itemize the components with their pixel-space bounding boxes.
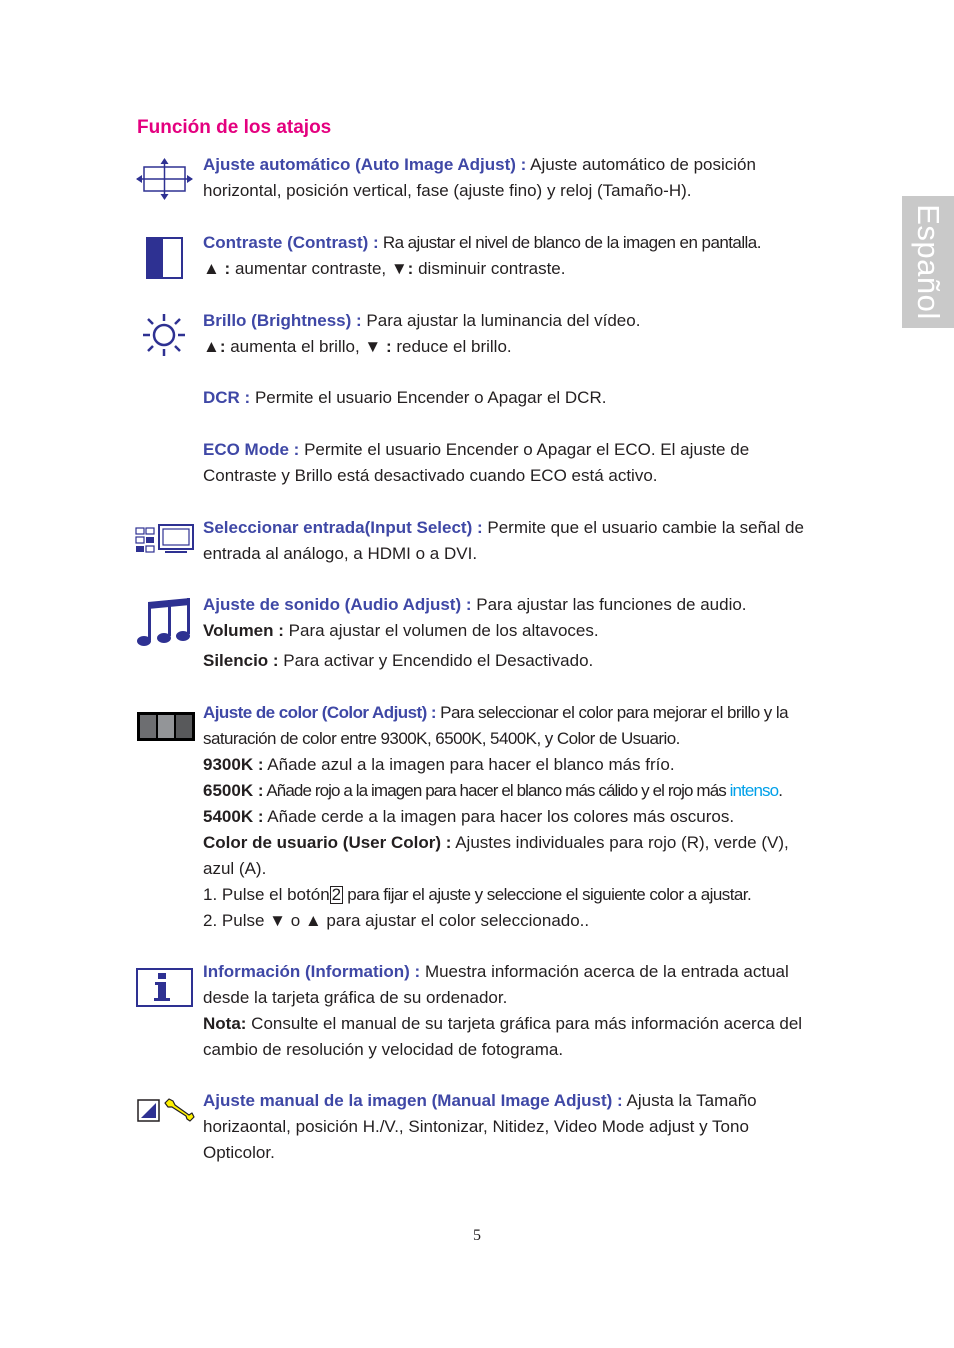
contrast-label: Contraste (Contrast) :	[203, 233, 379, 252]
eco-label: ECO Mode :	[203, 440, 300, 459]
input-select-icon	[135, 523, 195, 555]
brightness-icon	[142, 313, 186, 357]
page-number: 5	[473, 1227, 481, 1244]
color-adjust-icon	[137, 712, 195, 741]
wrench-icon	[163, 1097, 195, 1123]
manual-adjust-label: Ajuste manual de la imagen (Manual Image Adjust) :	[203, 1091, 623, 1110]
color-adjust-entry	[203, 700, 823, 934]
auto-adjust-label: Ajuste automático (Auto Image Adjust) :	[203, 155, 527, 174]
contrast-text: Ra ajustar el nivel de blanco de la imagen en pantalla.	[378, 233, 761, 252]
audio-icon	[135, 598, 193, 650]
k6500-label: 6500K :	[203, 781, 264, 800]
input-select-text: Permite que el usuario cambie la señal de entrada al análogo, a HDMI o a DVI.	[203, 518, 804, 563]
k9300-text: Añade azul a la imagen para hacer el blanco más frío.	[263, 755, 675, 774]
eco-text: Permite el usuario Encender o Apagar el ECO. El ajuste de Contraste y Brillo está desactivado cuando ECO está activo.	[203, 440, 750, 485]
dcr-label: DCR :	[203, 388, 251, 407]
brightness-entry	[203, 308, 823, 360]
language-tab-label: Español	[911, 204, 946, 320]
eco-entry	[203, 437, 823, 489]
mute-text: Para activar y Encendido el Desactivado.	[278, 651, 594, 670]
color-adjust-label: Ajuste de color (Color Adjust) :	[203, 703, 436, 722]
step2-text: 2. Pulse ▼ o ▲ para ajustar el color seleccionado..	[203, 911, 590, 930]
audio-text: Para ajustar las funciones de audio.	[471, 595, 747, 614]
contrast-icon	[146, 237, 183, 279]
contrast-up-key: ▲ :	[203, 259, 231, 278]
dcr-text: Permite el usuario Encender o Apagar el DCR.	[250, 388, 607, 407]
contrast-down-key: ▼:	[390, 259, 414, 278]
volume-label: Volumen :	[203, 621, 284, 640]
section-title: Función de los atajos	[137, 117, 332, 138]
contrast-down-text: disminuir contraste.	[413, 259, 566, 278]
input-select-entry	[203, 515, 823, 567]
brightness-label: Brillo (Brightness) :	[203, 311, 362, 330]
brightness-up-key: ▲:	[203, 337, 226, 356]
mute-label: Silencio :	[203, 651, 279, 670]
k9300-label: 9300K :	[203, 755, 264, 774]
brightness-down-text: reduce el brillo.	[391, 337, 512, 356]
audio-label: Ajuste de sonido (Audio Adjust) :	[203, 595, 472, 614]
brightness-down-key: ▼ :	[364, 337, 392, 356]
information-entry	[203, 959, 823, 1063]
brightness-up-text: aumenta el brillo,	[225, 337, 365, 356]
audio-entry	[203, 592, 823, 674]
language-tab	[902, 196, 954, 328]
note-label: Nota:	[203, 1014, 247, 1033]
user-color-text: Ajustes individuales para rojo (R), verde (V), azul (A).	[203, 833, 789, 878]
contrast-entry	[203, 230, 823, 282]
manual-adjust-entry	[203, 1088, 823, 1166]
auto-adjust-text: Ajuste automático de posición horizontal, posición vertical, fase (ajuste fino) y reloj (Tamaño-H).	[203, 155, 756, 200]
k5400-label: 5400K :	[203, 807, 264, 826]
manual-adjust-text: Ajusta la Tamaño horizaontal, posición H./V., Sintonizar, Nitidez, Video Mode adjust y Tono Opticolor.	[203, 1091, 757, 1162]
step1-rest: para fijar el ajuste y seleccione el siguiente color a ajustar.	[343, 885, 752, 904]
k5400-text: Añade cerde a la imagen para hacer los colores más oscuros.	[263, 807, 735, 826]
k6500-text: Añade rojo a la imagen para hacer el blanco más cálido y el rojo más	[263, 781, 730, 800]
color-adjust-text: Para seleccionar el color para mejorar el brillo y la saturación de color entre 9300K, 6500K, 5400K, y Color de Usuario.	[203, 703, 789, 748]
input-select-label: Seleccionar entrada(Input Select) :	[203, 518, 483, 537]
button-2-key: 2	[331, 885, 342, 904]
auto-adjust-entry	[203, 152, 823, 204]
information-icon	[136, 968, 193, 1007]
information-text: Muestra información acerca de la entrada actual desde la tarjeta gráfica de su ordenador.	[203, 962, 789, 1007]
note-text: Consulte el manual de su tarjeta gráfica para más información acerca del cambio de resolución y velocidad de fotograma.	[203, 1014, 803, 1059]
dcr-entry	[203, 385, 823, 411]
brightness-text: Para ajustar la luminancia del vídeo.	[361, 311, 641, 330]
contrast-up-text: aumentar contraste,	[230, 259, 391, 278]
manual-adjust-icon	[137, 1099, 160, 1122]
step1-text: 1. Pulse el botón	[203, 885, 330, 904]
auto-adjust-icon	[136, 158, 193, 200]
user-color-label: Color de usuario (User Color) :	[203, 833, 452, 852]
k6500-end: .	[778, 781, 783, 800]
information-label: Información (Information) :	[203, 962, 421, 981]
volume-text: Para ajustar el volumen de los altavoces.	[283, 621, 599, 640]
k6500-highlight: intenso	[729, 781, 779, 800]
